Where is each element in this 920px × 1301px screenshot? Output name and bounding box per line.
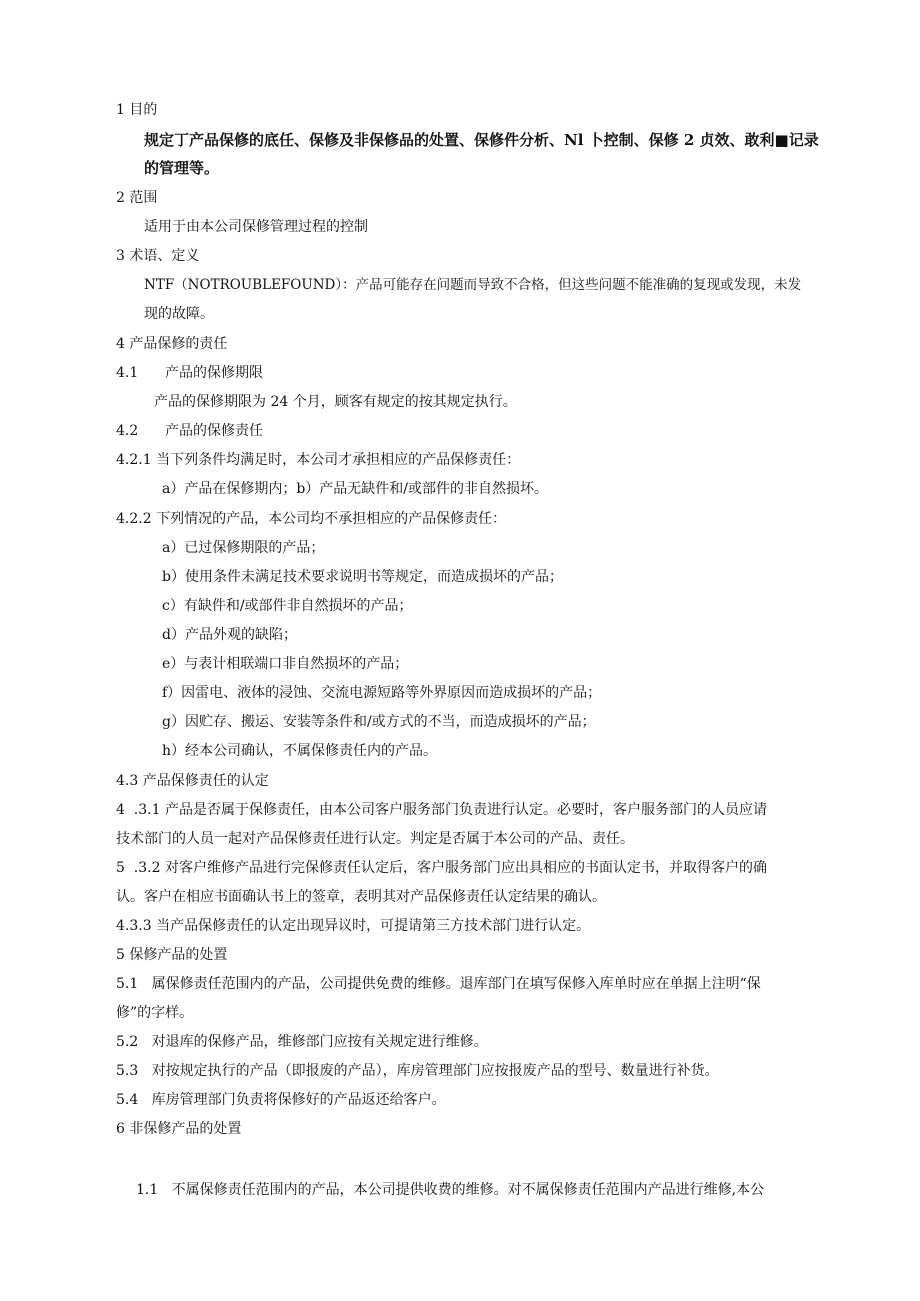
section-4-1-body: 产品的保修期限为 24 个月，顾客有规定的按其规定执行。: [154, 394, 517, 410]
list-item: f）因雷电、液体的浸蚀、交流电源短路等外界原因而造成损坏的产品；: [162, 685, 602, 701]
section-3-title: 3 术语、定义: [116, 248, 200, 264]
section-4-3-2-line-1: 5 .3.2 对客户维修产品进行完保修责任认定后，客户服务部门应出具相应的书面认定书，并取得客户的确: [116, 860, 767, 876]
list-item: e）与表计相联端口非自然损坏的产品；: [162, 656, 409, 672]
section-2-body: 适用于由本公司保修管理过程的控制: [144, 219, 368, 235]
section-4-2-title: 4.2 产品的保修责任: [116, 423, 263, 439]
section-4-3-title: 4.3 产品保修责任的认定: [116, 773, 269, 789]
section-3-body-line-1: NTF（NOTROUBLEFOUND）：产品可能存在问题而导致不合格，但这些问题不能准确的复现或发现，未发: [144, 277, 802, 293]
section-4-3-3: 4.3.3 当产品保修责任的认定出现异议时，可提请第三方技术部门进行认定。: [116, 918, 591, 934]
list-item: h）经本公司确认，不属保修责任内的产品。: [162, 743, 438, 759]
section-5-title: 5 保修产品的处置: [116, 947, 228, 963]
list-item: c）有缺件和/或部件非自然损坏的产品；: [162, 598, 413, 614]
section-5-1-line-2: 修”的字样。: [116, 1005, 194, 1021]
section-2-title: 2 范围: [116, 190, 158, 206]
section-5-2: 5.2 对退库的保修产品，维修部门应按有关规定进行维修。: [116, 1034, 488, 1050]
section-4-3-2-line-2: 认。客户在相应书面确认书上的签章，表明其对产品保修责任认定结果的确认。: [116, 889, 606, 905]
section-4-3-1-line-1: 4 .3.1 产品是否属于保修责任，由本公司客户服务部门负责进行认定。必要时，客户服务部门的人员应请: [116, 802, 767, 818]
section-1-body-line-1: 规定丁产品保修的底任、保修及非保修品的处置、保修件分析、Nl 卜控制、保修 2 贞效、敢利■记录: [144, 131, 819, 149]
list-item: b）使用条件未满足技术要求说明书等规定，而造成损坏的产品；: [162, 569, 563, 585]
section-4-3-1-line-2: 技术部门的人员一起对产品保修责任进行认定。判定是否属于本公司的产品、责任。: [116, 831, 634, 847]
section-4-title: 4 产品保修的责任: [116, 336, 228, 352]
section-5-4: 5.4 库房管理部门负责将保修好的产品返还给客户。: [116, 1092, 446, 1108]
list-item: a）已过保修期限的产品；: [162, 540, 325, 556]
section-4-2-2: 4.2.2 下列情况的产品，本公司均不承担相应的产品保修责任：: [116, 511, 507, 527]
section-6-title: 6 非保修产品的处置: [116, 1121, 242, 1137]
section-4-2-1-a: a）产品在保修期内；b）产品无缺件和/或部件的非自然损坏。: [162, 481, 549, 497]
section-3-body-line-2: 现的故障。: [144, 306, 214, 322]
section-5-3: 5.3 对按规定执行的产品（即报废的产品），库房管理部门应按报废产品的型号、数量进行补货。: [116, 1063, 719, 1079]
section-1-title: 1 目的: [116, 102, 158, 118]
list-item: d）产品外观的缺陷；: [162, 627, 297, 643]
section-6-1: 1.1 不属保修责任范围内的产品，本公司提供收费的维修。对不属保修责任范围内产品进行维修,本公: [136, 1182, 765, 1198]
section-4-1-title: 4.1 产品的保修期限: [116, 365, 263, 381]
section-1-body-line-2: 的管理等。: [144, 159, 220, 177]
list-item: g）因贮存、搬运、安装等条件和/或方式的不当，而造成损坏的产品；: [162, 714, 596, 730]
section-4-2-1: 4.2.1 当下列条件均满足时，本公司才承担相应的产品保修责任：: [116, 452, 521, 468]
section-5-1-line-1: 5.1 属保修责任范围内的产品，公司提供免费的维修。退库部门在填写保修入库单时应在单据上注明“保: [116, 976, 761, 992]
